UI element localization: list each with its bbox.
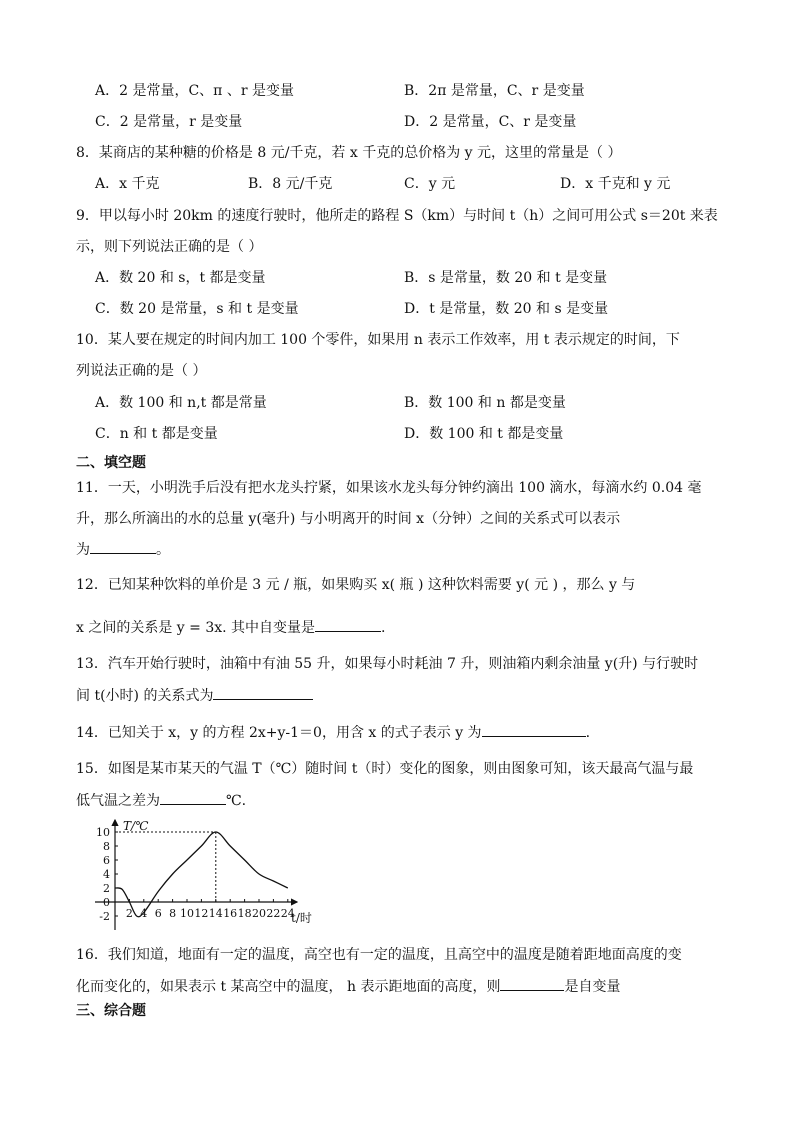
q12-suffix: .	[381, 620, 386, 636]
q7-option-b: B．2π 是常量，C、r 是变量	[404, 83, 585, 99]
x-tick-label: 16	[223, 907, 238, 920]
q13-answer-blank[interactable]	[213, 685, 313, 700]
q13-prefix: 间 t(小时) 的关系式为	[76, 688, 214, 704]
y-tick-label: 2	[103, 882, 110, 895]
temperature-curve	[115, 832, 288, 917]
x-tick-label: 24	[280, 907, 295, 920]
q15-line2	[76, 790, 246, 811]
q8-option-a: A．x 千克	[95, 176, 160, 192]
y-axis-label: T/℃	[123, 819, 149, 833]
q9-option-c: C．数 20 是常量，s 和 t 是变量	[95, 301, 299, 317]
q10-option-b: B．数 100 和 n 都是变量	[404, 395, 566, 411]
q10-stem-line2: 列说法正确的是（ ）	[76, 363, 207, 379]
q12-answer-blank[interactable]	[315, 617, 381, 632]
x-tick-label: 14	[208, 907, 223, 920]
q10-option-d: D．数 100 和 t 都是变量	[404, 426, 564, 442]
x-tick-label: 18	[237, 907, 252, 920]
q10-option-c: C．n 和 t 都是变量	[95, 426, 218, 442]
q7-option-c: C．2 是常量，r 是变量	[95, 114, 243, 130]
x-axis-label: t/时	[291, 911, 312, 925]
q11-line2: 升，那么所滴出的水的总量 y(毫升) 与小明离开的时间 x（分钟）之间的关系式可以表示	[76, 511, 621, 527]
x-tick-label: 10	[180, 907, 194, 920]
q9-option-d: D．t 是常量，数 20 和 s 是变量	[404, 301, 609, 317]
q16-answer-blank[interactable]	[500, 976, 564, 991]
q11-suffix: 。	[156, 542, 170, 558]
section-title-comprehensive: 三、综合题	[76, 1003, 146, 1019]
q10-option-a: A．数 100 和 n,t 都是常量	[95, 395, 267, 411]
q10-stem-line1: 10．某人要在规定的时间内加工 100 个零件，如果用 n 表示工作效率，用 t 表示规定的时间，下	[76, 332, 680, 348]
q11-line3	[76, 539, 170, 560]
q9-option-a: A．数 20 和 s，t 都是变量	[95, 270, 266, 286]
q12-line2	[76, 617, 386, 638]
q14-answer-blank[interactable]	[482, 722, 586, 737]
q11-answer-blank[interactable]	[90, 539, 156, 554]
q8-stem: 8．某商店的某种糖的价格是 8 元/千克，若 x 千克的总价格为 y 元，这里的常量是（ ）	[76, 145, 622, 161]
q12-prefix: x 之间的关系是 y = 3x. 其中自变量是	[76, 620, 316, 636]
q16-line1: 16．我们知道，地面有一定的温度，高空也有一定的温度，且高空中的温度是随着距地面高度的变	[76, 947, 682, 963]
q13-line1: 13．汽车开始行驶时，油箱中有油 55 升，如果每小时耗油 7 升，则油箱内剩余油量 y(升) 与行驶时	[76, 656, 699, 672]
y-tick-label: 8	[103, 840, 110, 853]
x-tick-label: 12	[194, 907, 209, 920]
y-tick-label: 6	[103, 854, 110, 867]
x-tick-label: 4	[140, 907, 148, 920]
q16-prefix: 化而变化的，如果表示 t 某高空中的温度， h 表示距地面的高度，则	[76, 979, 501, 995]
q7-option-d: D．2 是常量，C、r 是变量	[404, 114, 577, 130]
q16-suffix: 是自变量	[564, 979, 621, 995]
q14-suffix: .	[585, 725, 591, 741]
x-tick-label: 6	[154, 907, 162, 920]
q12-line1: 12．已知某种饮料的单价是 3 元 / 瓶，如果购买 x( 瓶 ) 这种饮料需要 y( 元 ) ，那么 y 与	[76, 577, 636, 593]
q13-line2	[76, 685, 313, 706]
q8-option-c: C．y 元	[404, 176, 456, 192]
y-tick-label: 10	[96, 826, 110, 839]
q9-stem-line2: 示，则下列说法正确的是（ ）	[76, 239, 263, 255]
q8-option-d: D．x 千克和 y 元	[560, 176, 671, 192]
q11-line1: 11．一天，小明洗手后没有把水龙头拧紧，如果该水龙头每分钟约滴出 100 滴水，每滴水约 0.04 毫	[76, 480, 702, 496]
q14-prefix: 14．已知关于 x，y 的方程 2x+y-1＝0，用含 x 的式子表示 y 为	[76, 725, 482, 741]
q8-option-b: B．8 元/千克	[248, 176, 333, 192]
y-tick-label: 0	[103, 896, 110, 909]
x-tick-label: 2	[125, 907, 133, 920]
section-title-fill-blank: 二、填空题	[76, 455, 146, 471]
q9-option-b: B．s 是常量，数 20 和 t 是变量	[404, 270, 608, 286]
q15-suffix: ℃.	[226, 793, 247, 809]
q11-prefix: 为	[76, 542, 90, 558]
q16-line2	[76, 976, 620, 997]
q14-line	[76, 722, 590, 743]
q15-line1: 15．如图是某市某天的气温 T（℃）随时间 t（时）变化的图象，则由图象可知，该天最高气温与最	[76, 761, 694, 777]
x-tick-label: 22	[266, 907, 281, 920]
y-tick-label: 4	[103, 868, 110, 881]
q15-prefix: 低气温之差为	[76, 793, 160, 809]
x-tick-label: 8	[169, 907, 177, 920]
q7-option-a: A．2 是常量，C、π 、r 是变量	[95, 83, 294, 99]
temperature-chart	[85, 812, 325, 937]
q9-stem-line1: 9．甲以每小时 20km 的速度行驶时，他所走的路程 S（km）与时间 t（h）之间可用公式 s＝20t 来表	[76, 208, 718, 224]
q15-answer-blank[interactable]	[160, 790, 226, 805]
y-tick-label: -2	[99, 910, 110, 923]
x-tick-label: 20	[252, 907, 266, 920]
